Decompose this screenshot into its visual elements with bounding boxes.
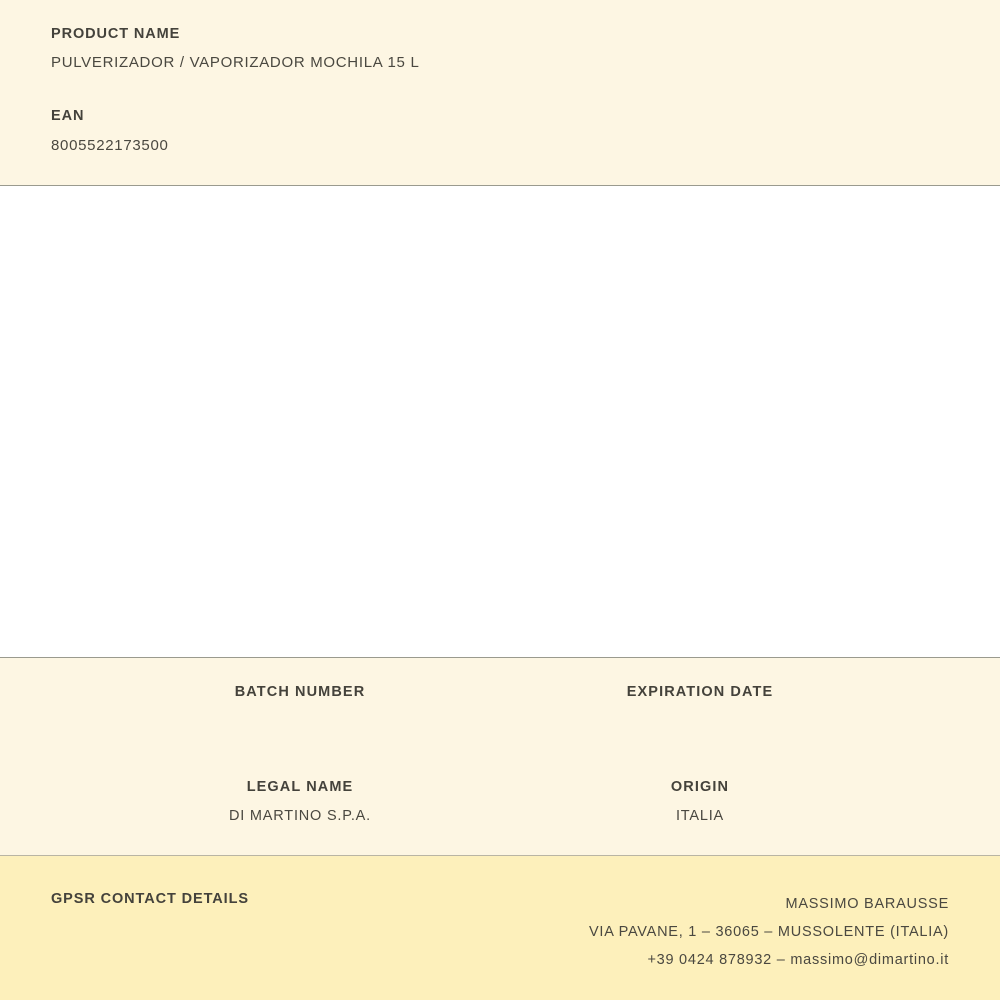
- origin-label: ORIGIN: [670, 779, 730, 796]
- legal-name-value: DI MARTINO S.P.A.: [229, 807, 371, 824]
- info-cell-expiration-date: [500, 684, 900, 729]
- legal-name-label: LEGAL NAME: [246, 779, 354, 796]
- expiration-date-value: [500, 712, 900, 729]
- batch-number-label: BATCH NUMBER: [234, 684, 366, 700]
- info-cell-batch-number: [100, 684, 500, 729]
- product-name-label: PRODUCT NAME: [51, 26, 181, 42]
- field-ean: [0, 108, 1000, 154]
- product-header-block: [0, 0, 1000, 186]
- batch-legal-block: [0, 658, 1000, 856]
- gpsr-contact-label: GPSR CONTACT DETAILS: [51, 891, 249, 907]
- info-cell-legal-name: [100, 779, 500, 825]
- expiration-date-label: EXPIRATION DATE: [626, 684, 774, 700]
- product-name-value: PULVERIZADOR / VAPORIZADOR MOCHILA 15 L: [51, 54, 420, 72]
- field-product-name: [0, 26, 1000, 72]
- contact-phone-email: +39 0424 878932 – massimo@dimartino.it: [647, 952, 949, 968]
- ean-label: EAN: [51, 108, 85, 125]
- gpsr-contact-block: [0, 856, 1000, 1000]
- info-row-batch: [0, 684, 1000, 729]
- gpsr-contact-details: [589, 890, 949, 974]
- contact-address: VIA PAVANE, 1 – 36065 – MUSSOLENTE (ITALIA): [589, 924, 949, 940]
- batch-number-value: [100, 712, 500, 729]
- info-cell-origin: [500, 779, 900, 825]
- info-row-legal: [0, 779, 1000, 825]
- ean-value: 8005522173500: [51, 136, 169, 154]
- contact-person: MASSIMO BARAUSSE: [785, 896, 949, 912]
- image-placeholder-area: [0, 186, 1000, 658]
- origin-value: ITALIA: [675, 807, 725, 824]
